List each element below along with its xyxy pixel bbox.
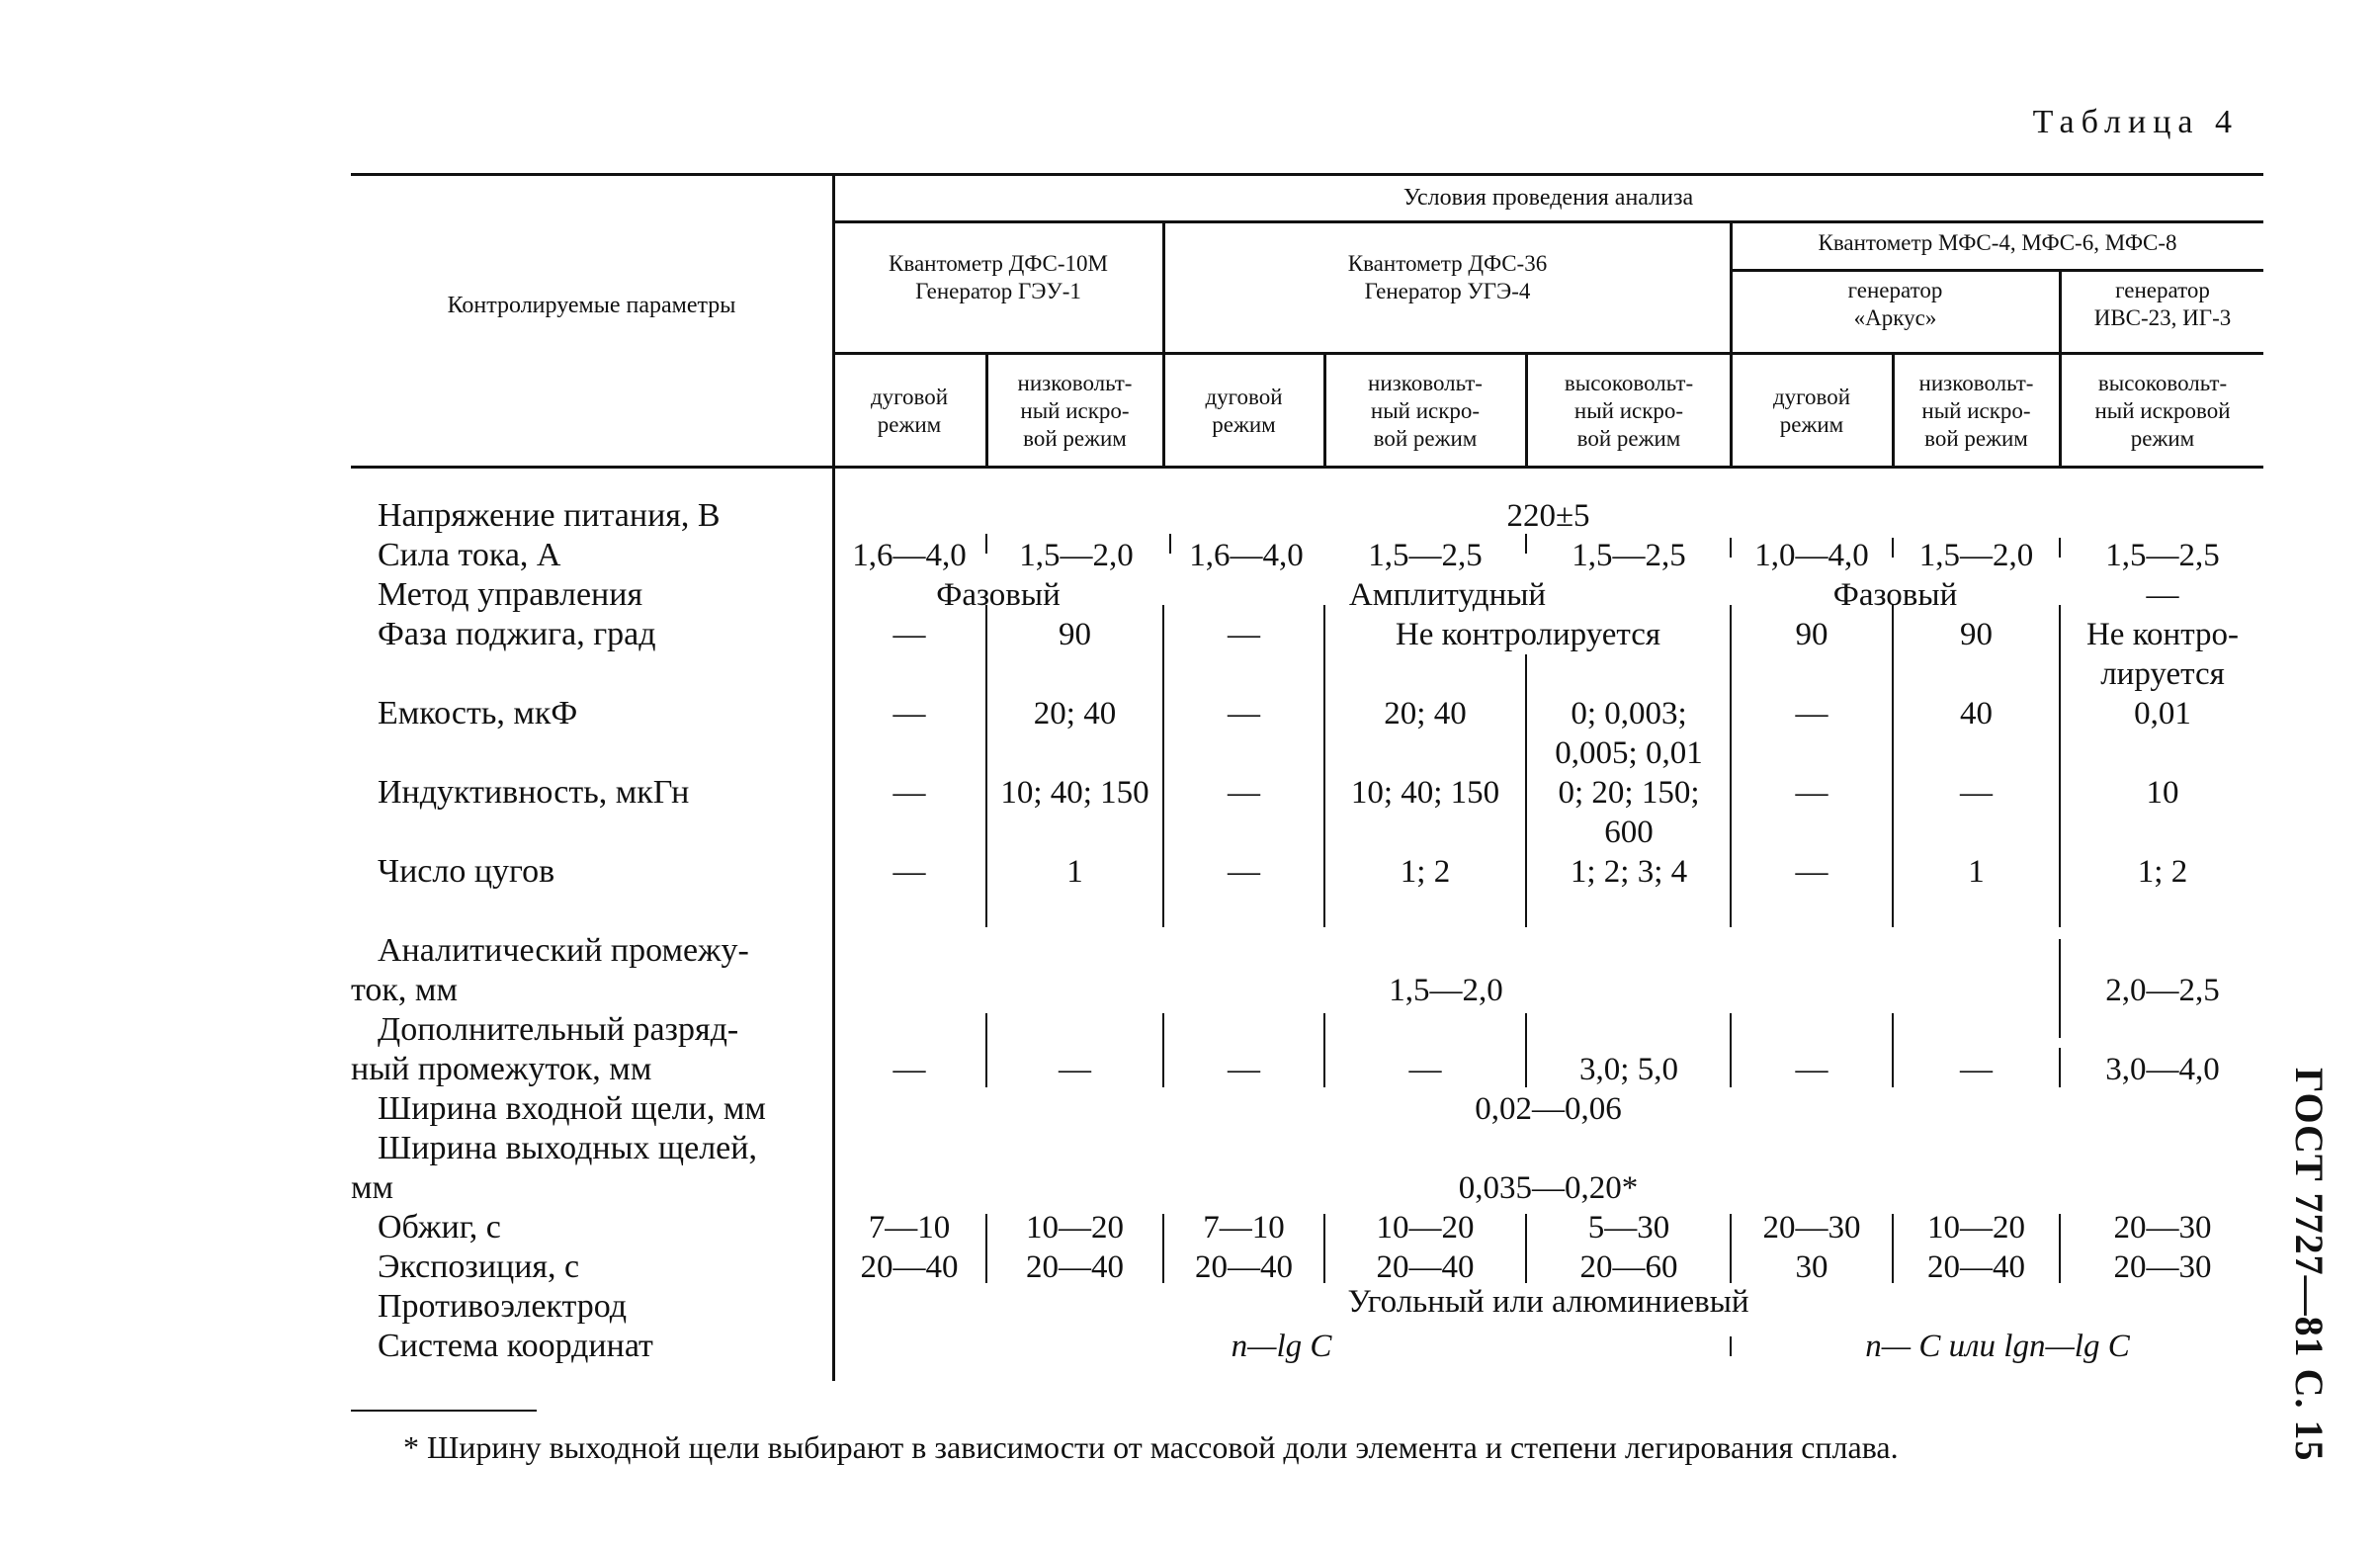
cell-burn-5: 5—30: [1587, 1210, 1670, 1246]
params-column-header: Контролируемые параметры: [447, 293, 736, 318]
cell-current-7: 1,5—2,0: [1918, 538, 2034, 573]
dfs10m-header: Квантометр ДФС-10М Генератор ГЭУ-1: [889, 251, 1108, 303]
row-label-coords: Система координат: [378, 1328, 653, 1364]
cell-current-4: 1,5—2,5: [1368, 538, 1483, 573]
mode-arc-2: дуговой режим: [1205, 385, 1283, 437]
cell-current-6: 1,0—4,0: [1754, 538, 1869, 573]
rule-conditions: [833, 220, 2263, 223]
ivs-header: генератор ИВС-23, ИГ-3: [2093, 278, 2232, 330]
table-top-rule: [351, 173, 2263, 176]
cell-gap-span: 1,5—2,0: [1389, 973, 1503, 1008]
cell-trains-2: 1: [1066, 854, 1083, 890]
cell-trains-6: —: [1795, 854, 1828, 890]
conditions-header: Условия проведения анализа: [1402, 185, 1694, 211]
cell-capacity-3: —: [1228, 696, 1260, 731]
row-label-voltage: Напряжение питания, В: [378, 497, 721, 534]
cell-exposure-3: 20—40: [1195, 1249, 1293, 1285]
row-label-output-slit-2: мм: [351, 1169, 394, 1206]
cell-trains-7: 1: [1968, 854, 1985, 890]
mode-arc-3: дуговой режим: [1772, 385, 1851, 437]
cell-exposure-8: 20—30: [2113, 1249, 2212, 1285]
cell-extra-gap-4: —: [1408, 1052, 1442, 1087]
row-label-input-slit: Ширина входной щели, мм: [378, 1090, 766, 1127]
table-caption: Таблица 4: [2032, 104, 2239, 140]
sep: [2059, 1048, 2061, 1087]
cell-exposure-6: 30: [1795, 1249, 1828, 1285]
cell-capacity-6: —: [1795, 696, 1828, 731]
mode-high-3: высоковольт- ный искровой режим: [2094, 371, 2231, 451]
cell-trains-8: 1; 2: [2137, 854, 2188, 890]
cell-capacity-5b: 0,005; 0,01: [1555, 735, 1703, 771]
cell-exposure-4: 20—40: [1376, 1249, 1475, 1285]
row-label-output-slit-1: Ширина выходных щелей,: [378, 1130, 757, 1166]
cell-extra-gap-7: —: [1960, 1052, 1993, 1087]
cell-exposure-2: 20—40: [1026, 1249, 1124, 1285]
footnote-rule: [351, 1410, 537, 1412]
cell-burn-2: 10—20: [1026, 1210, 1124, 1246]
cell-inductance-3: —: [1228, 775, 1260, 811]
row-label-capacity: Емкость, мкФ: [378, 695, 578, 731]
cell-inductance-5b: 600: [1604, 815, 1654, 850]
cell-phase-6: 90: [1795, 617, 1828, 652]
cell-capacity-2: 20; 40: [1033, 696, 1117, 731]
cell-phase-1: —: [892, 617, 926, 652]
cell-coords-b: n— C или lgn—lg C: [1865, 1329, 2130, 1364]
cell-current-2: 1,5—2,0: [1019, 538, 1134, 573]
cell-capacity-1: —: [892, 696, 926, 731]
row-label-exposure: Экспозиция, с: [378, 1248, 580, 1285]
cell-extra-gap-5: 3,0; 5,0: [1579, 1052, 1678, 1087]
cell-gap-8: 2,0—2,5: [2105, 973, 2220, 1008]
cell-extra-gap-8: 3,0—4,0: [2105, 1052, 2220, 1087]
cell-capacity-7: 40: [1960, 696, 1993, 731]
row-label-phase: Фаза поджига, град: [378, 616, 656, 652]
row-label-method: Метод управления: [378, 576, 643, 613]
cell-extra-gap-2: —: [1059, 1052, 1091, 1087]
cell-capacity-4: 20; 40: [1384, 696, 1467, 731]
cell-input-slit: 0,02—0,06: [1475, 1091, 1622, 1127]
cell-method-a: Фазовый: [936, 577, 1061, 613]
cell-extra-gap-1: —: [892, 1052, 926, 1087]
sep: [2059, 1214, 2061, 1283]
cell-method-c: Фазовый: [1832, 577, 1958, 613]
sep: [2059, 538, 2061, 558]
cell-inductance-6: —: [1795, 775, 1828, 811]
mode-low-3: низковольт- ный искро- вой режим: [1918, 371, 2034, 451]
cell-current-5: 1,5—2,5: [1572, 538, 1686, 573]
row-label-extra-gap-1: Дополнительный разряд-: [378, 1011, 739, 1048]
cell-trains-3: —: [1228, 854, 1260, 890]
row-label-counter: Противоэлектрод: [378, 1288, 628, 1325]
cell-burn-7: 10—20: [1927, 1210, 2025, 1246]
cell-voltage: 220±5: [1506, 498, 1590, 534]
cell-burn-3: 7—10: [1203, 1210, 1285, 1246]
cell-exposure-1: 20—40: [860, 1249, 959, 1285]
cell-exposure-5: 20—60: [1579, 1249, 1678, 1285]
rule-modes: [833, 352, 2263, 355]
cell-exposure-7: 20—40: [1927, 1249, 2025, 1285]
dfs36-header: Квантометр ДФС-36 Генератор УГЭ-4: [1347, 251, 1548, 303]
cell-method-d: —: [2146, 577, 2179, 613]
cell-phase-3: —: [1228, 617, 1260, 652]
sep: [2059, 939, 2061, 1038]
footnote: * Ширину выходной щели выбирают в зависимости от массовой доли элемента и степени легирования сплава.: [403, 1429, 1899, 1465]
cell-current-8: 1,5—2,5: [2105, 538, 2220, 573]
row-label-current: Сила тока, А: [378, 537, 561, 573]
cell-trains-5: 1; 2; 3; 4: [1570, 854, 1688, 890]
cell-output-slit: 0,035—0,20*: [1458, 1170, 1639, 1206]
cell-trains-4: 1; 2: [1400, 854, 1451, 890]
cell-phase-7: 90: [1960, 617, 1993, 652]
mode-arc-1: дуговой режим: [870, 385, 949, 437]
cell-inductance-4: 10; 40; 150: [1350, 775, 1500, 811]
cell-inductance-1: —: [892, 775, 926, 811]
cell-phase-8a: Не контро-: [2085, 617, 2240, 652]
cell-method-b: Амплитудный: [1348, 577, 1547, 613]
sep: [2059, 605, 2061, 927]
row-label-extra-gap-2: ный промежуток, мм: [351, 1051, 652, 1087]
row-label-gap-1: Аналитический промежу-: [378, 932, 749, 969]
cell-trains-1: —: [892, 854, 926, 890]
mode-low-2: низковольт- ный искро- вой режим: [1368, 371, 1483, 451]
cell-counter-electrode: Угольный или алюминиевый: [1347, 1284, 1749, 1320]
row-label-gap-2: ток, мм: [351, 972, 458, 1008]
rule-mfs: [1732, 269, 2263, 272]
cell-phase-2: 90: [1059, 617, 1091, 652]
cell-extra-gap-6: —: [1795, 1052, 1828, 1087]
arkus-header: генератор «Аркус»: [1847, 278, 1943, 330]
header-bottom-rule: [351, 466, 2263, 469]
cell-burn-6: 20—30: [1762, 1210, 1861, 1246]
document-side-title: ГОСТ 7727—81 С. 15: [2287, 1068, 2332, 1462]
cell-inductance-2: 10; 40; 150: [1000, 775, 1149, 811]
cell-coords-a: n—lg C: [1231, 1329, 1332, 1364]
cell-phase-8b: лируется: [2100, 656, 2225, 692]
row-label-inductance: Индуктивность, мкГн: [378, 774, 690, 811]
cell-burn-1: 7—10: [868, 1210, 951, 1246]
mode-low-1: низковольт- ный искро- вой режим: [1017, 371, 1133, 451]
row-label-trains: Число цугов: [378, 853, 555, 890]
cell-phase-45: Не контролируется: [1395, 617, 1661, 652]
mfs-header: Квантометр МФС-4, МФС-6, МФС-8: [1818, 230, 2177, 255]
cell-extra-gap-3: —: [1228, 1052, 1260, 1087]
cell-current-1: 1,6—4,0: [852, 538, 967, 573]
cell-burn-8: 20—30: [2113, 1210, 2212, 1246]
cell-inductance-8: 10: [2146, 775, 2179, 811]
cell-capacity-8: 0,01: [2134, 696, 2191, 731]
cell-capacity-5a: 0; 0,003;: [1571, 696, 1687, 731]
row-label-burn: Обжиг, с: [378, 1209, 501, 1246]
cell-inductance-7: —: [1960, 775, 1993, 811]
cell-current-3: 1,6—4,0: [1189, 538, 1304, 573]
cell-burn-4: 10—20: [1376, 1210, 1475, 1246]
cell-inductance-5a: 0; 20; 150;: [1558, 775, 1700, 811]
mode-high-2: высоковольт- ный искро- вой режим: [1564, 371, 1694, 451]
